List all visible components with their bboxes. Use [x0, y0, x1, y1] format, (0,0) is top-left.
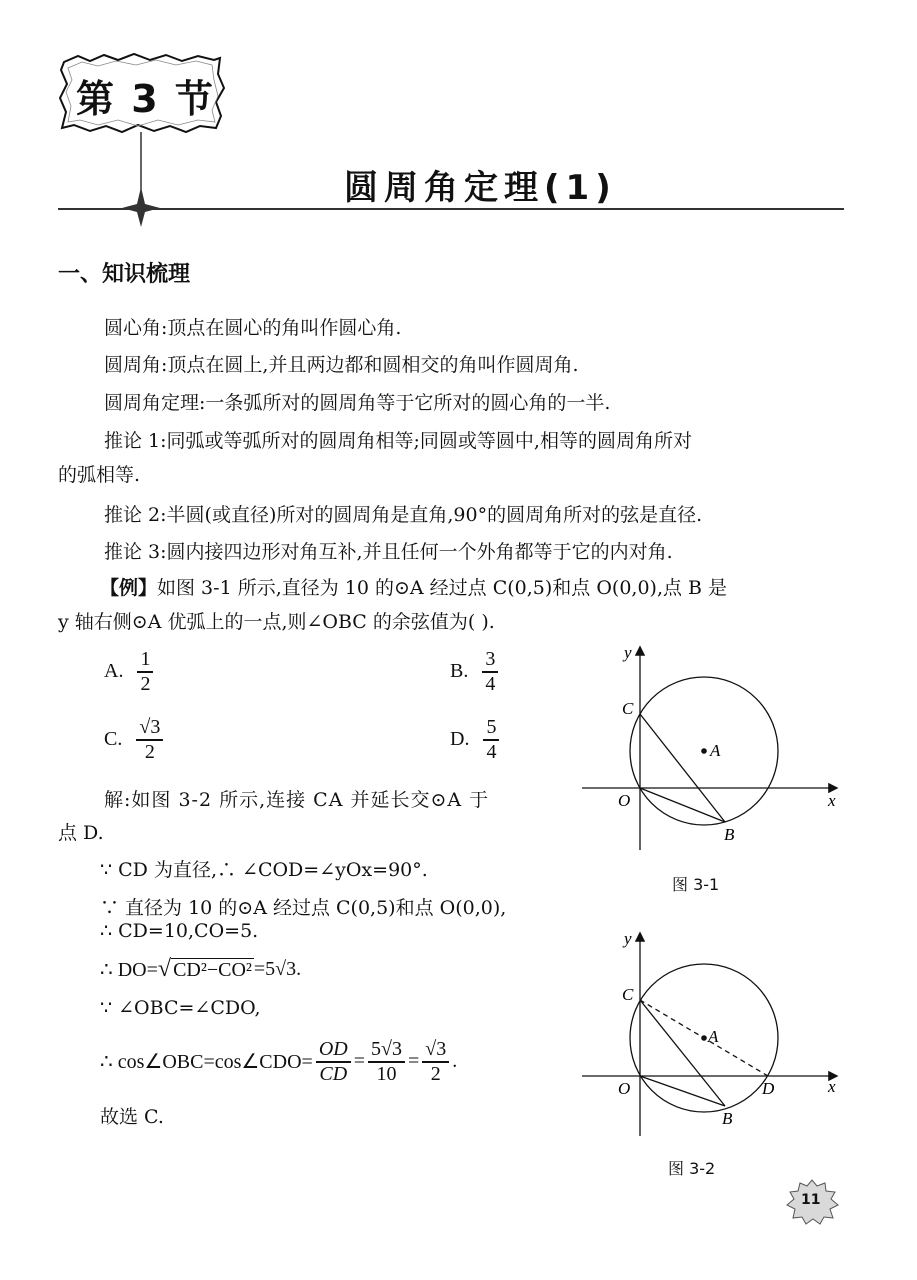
solution-step5: ∵ ∠OBC=∠CDO, [100, 997, 261, 1019]
radical-sign: √ [157, 956, 172, 982]
option-c-label: C. [104, 728, 123, 751]
solution-line2: 点 D. [58, 822, 104, 844]
option-a-numerator: 1 [140, 648, 151, 670]
solution-step2: ∵ 直径为 10 的⊙A 经过点 C(0,5)和点 O(0,0), [100, 897, 507, 919]
knowledge-corollary1-line1: 推论 1:同弧或等弧所对的圆周角相等;同圆或等圆中,相等的圆周角所对 [104, 430, 692, 452]
solution-line1: 解:如图 3-2 所示,连接 CA 并延长交⊙A 于 [104, 789, 490, 811]
option-c-numerator: √3 [139, 716, 161, 738]
example-line2: y 轴右侧⊙A 优弧上的一点,则∠OBC 的余弦值为( ). [58, 611, 495, 633]
star-ornament-icon [116, 132, 166, 227]
step6-prefix: ∴ cos∠OBC=cos∠CDO= [100, 1051, 313, 1074]
figure-3-2-caption: 图 3-2 [668, 1159, 716, 1178]
option-b-denominator: 4 [485, 672, 496, 695]
figure-3-1-caption: 图 3-1 [672, 875, 720, 894]
solution-step6 [100, 1038, 457, 1086]
title-rule [58, 208, 844, 210]
step4-prefix: ∴ DO= [100, 959, 158, 981]
section-heading: 一、知识梳理 [58, 262, 191, 287]
step6-f3-num: √3 [425, 1038, 447, 1060]
knowledge-corollary1-line2: 的弧相等. [58, 464, 141, 486]
label-y: y [624, 929, 632, 948]
option-b-numerator: 3 [485, 648, 496, 670]
solution-step1: ∵ CD 为直径,∴ ∠COD=∠yOx=90°. [100, 859, 428, 881]
label-c: C [622, 699, 634, 718]
label-x: x [828, 1077, 836, 1096]
option-a-denominator: 2 [140, 672, 151, 695]
label-c: C [622, 985, 634, 1004]
step6-f2-den: 10 [376, 1062, 397, 1085]
option-d-denominator: 4 [486, 740, 497, 763]
option-a-label: A. [104, 660, 124, 683]
option-c[interactable] [104, 716, 166, 764]
option-d-label: D. [450, 728, 470, 751]
step4-radical: CD²−CO² [173, 958, 252, 981]
option-d-numerator: 5 [486, 716, 497, 738]
step6-f1-num: OD [318, 1038, 348, 1060]
label-a: A [710, 741, 721, 760]
step6-eq1: = [353, 1050, 365, 1073]
label-b: B [724, 825, 735, 844]
example-line1 [100, 575, 727, 601]
step6-f3-den: 2 [430, 1062, 441, 1085]
step6-eq2: = [407, 1050, 420, 1073]
label-o: O [618, 791, 631, 810]
point-a [701, 1035, 707, 1041]
solution-step4 [100, 956, 301, 983]
option-a[interactable] [104, 648, 156, 696]
knowledge-central-angle: 圆心角:顶点在圆心的角叫作圆心角. [104, 317, 402, 339]
step6-f2-num: 5√3 [370, 1038, 402, 1060]
option-c-denominator: 2 [144, 740, 155, 763]
point-a [701, 748, 707, 754]
label-o: O [618, 1079, 631, 1098]
label-b: B [722, 1109, 733, 1128]
label-a: A [708, 1027, 719, 1046]
label-d: D [762, 1079, 775, 1098]
knowledge-corollary2: 推论 2:半圆(或直径)所对的圆周角是直角,90°的圆周角所对的弦是直径. [104, 504, 703, 526]
option-b[interactable] [450, 648, 501, 696]
step4-suffix: =5√3. [253, 958, 302, 980]
page-title: 圆周角定理(1) [344, 168, 617, 208]
solution-step3: ∴ CD=10,CO=5. [100, 920, 259, 942]
label-y: y [624, 643, 632, 662]
knowledge-theorem: 圆周角定理:一条弧所对的圆周角等于它所对的圆心角的一半. [104, 392, 611, 414]
knowledge-corollary3: 推论 3:圆内接四边形对角互补,并且任何一个外角都等于它的内对角. [104, 541, 673, 563]
page-number: 11 [801, 1192, 821, 1208]
option-d[interactable] [450, 716, 502, 764]
chord-cb [640, 1000, 725, 1106]
figure-3-1 [578, 640, 848, 855]
knowledge-inscribed-angle: 圆周角:顶点在圆上,并且两边都和圆相交的角叫作圆周角. [104, 354, 579, 376]
option-b-label: B. [450, 660, 469, 683]
example-text-line1: 如图 3-1 所示,直径为 10 的⊙A 经过点 C(0,5)和点 O(0,0),点 B 是 [157, 577, 728, 599]
section-label: 第 3 节 [76, 77, 215, 121]
step6-f1-den: CD [319, 1062, 348, 1085]
chord-cb [640, 714, 725, 822]
solution-answer: 故选 C. [100, 1106, 164, 1128]
label-x: x [828, 791, 836, 810]
step6-end: . [452, 1050, 458, 1073]
figure-3-2 [578, 926, 848, 1141]
example-tag: 【例】 [100, 577, 158, 599]
